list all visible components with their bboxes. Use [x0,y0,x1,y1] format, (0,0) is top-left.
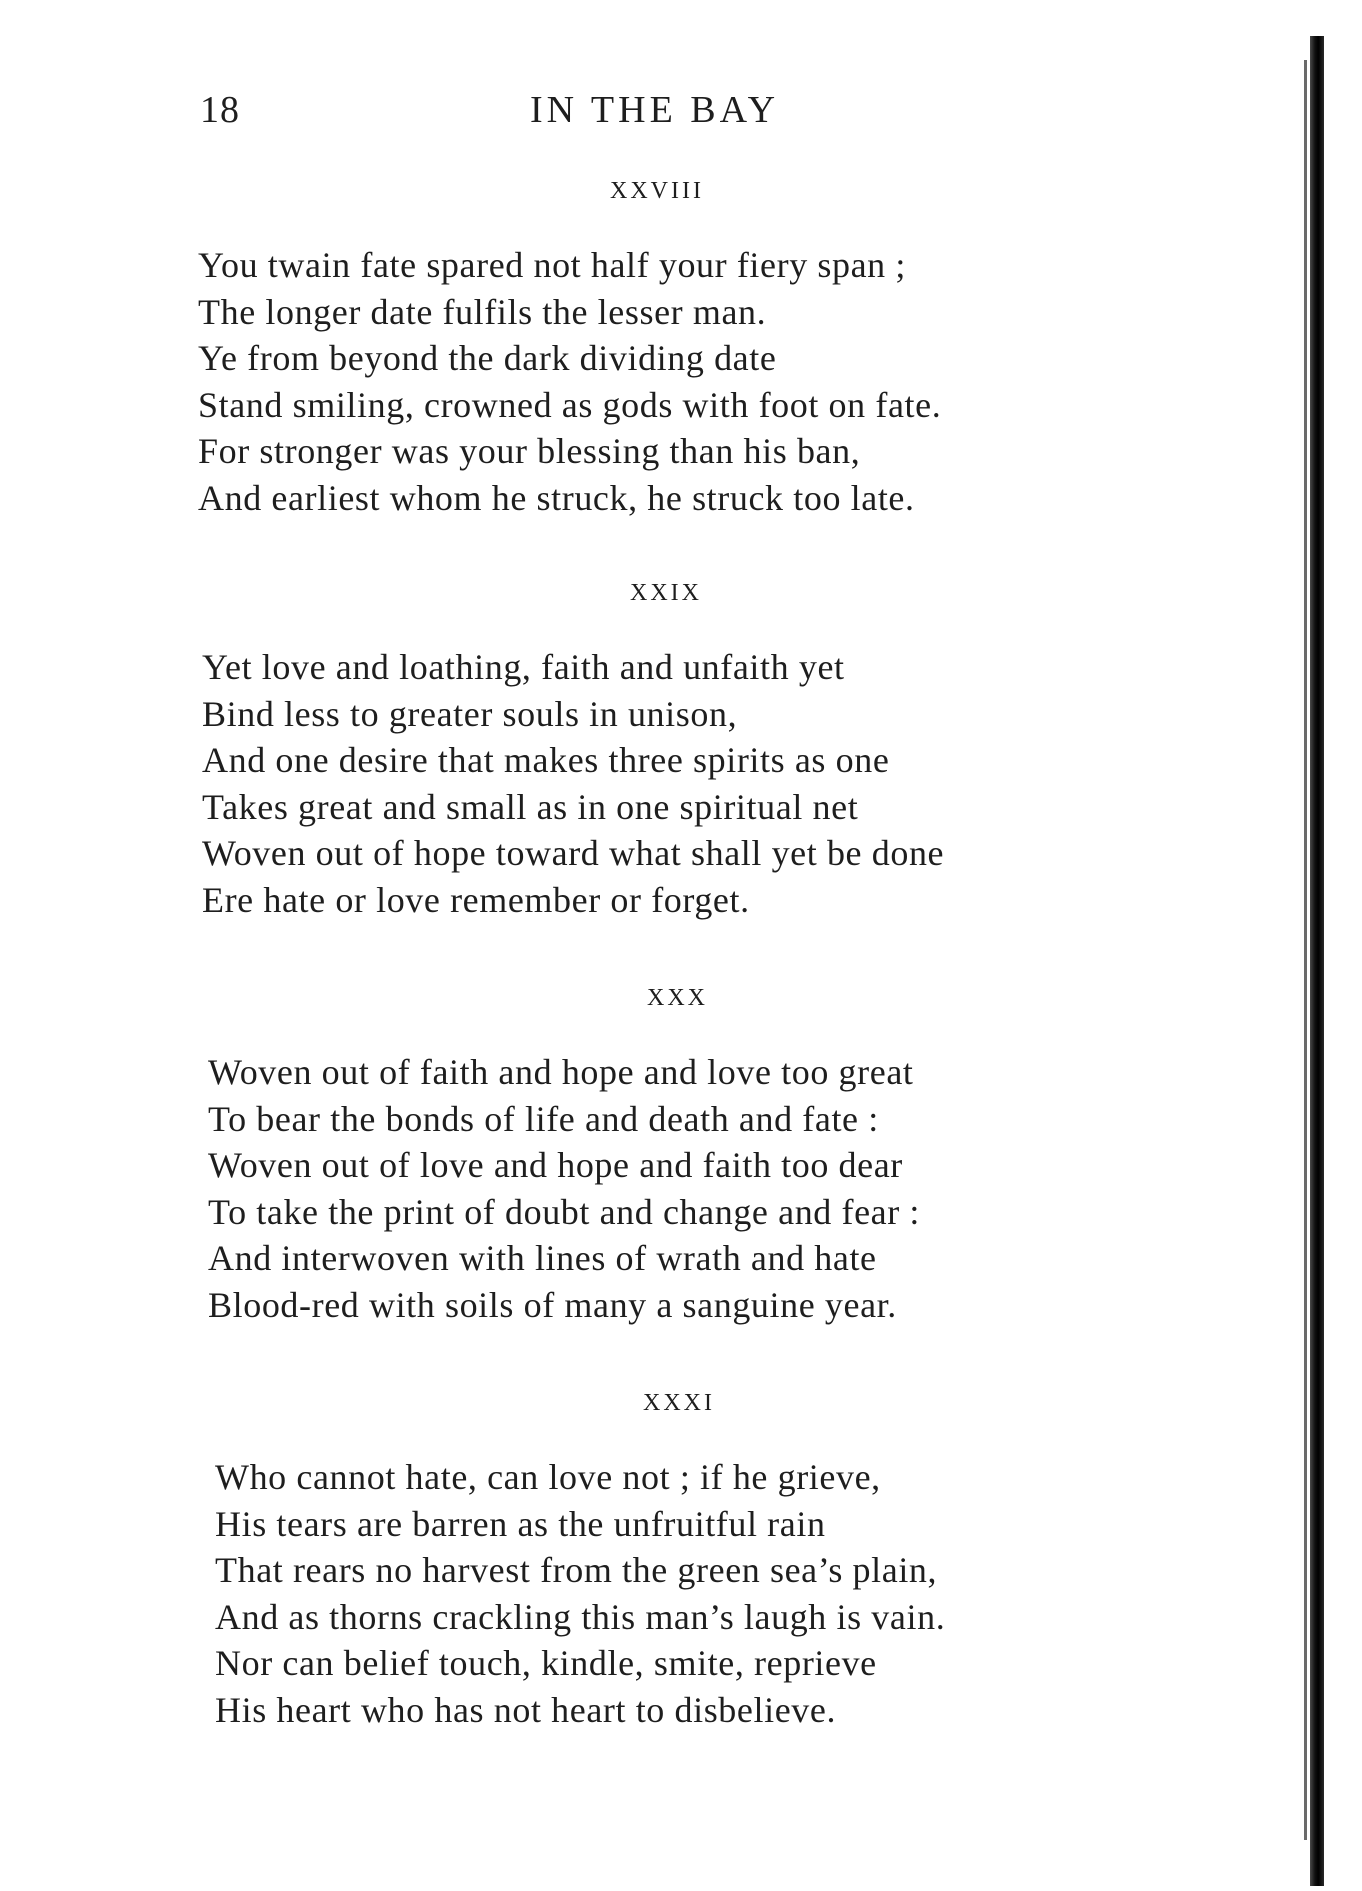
verse-line: Woven out of love and hope and faith too dear [208,1145,903,1185]
verse-line: His heart who has not heart to disbelieve. [215,1689,837,1730]
verse-line: Woven out of faith and hope and love too great [208,1052,914,1092]
verse-line: Blood-red with soils of many a sanguine year. [208,1284,897,1325]
verse-line: Ere hate or love remember or forget. [202,879,750,920]
verse-line: Ye from beyond the dark dividing date [198,338,777,378]
verse-line: To bear the bonds of life and death and fate : [208,1098,879,1139]
verse-line: And interwoven with lines of wrath and hate [208,1238,877,1278]
running-head [0,88,1362,131]
verse-line: Who cannot hate, can love not ; if he grieve, [215,1457,881,1497]
verse-line: For stronger was your blessing than his ban, [198,431,861,471]
verse-line: And one desire that makes three spirits as one [202,740,890,780]
verse-line: Yet love and loathing, faith and unfaith yet [202,647,845,687]
page-number: 18 [200,89,240,131]
stanza-lines [215,1454,945,1733]
stanza-lines [198,242,941,521]
verse-line: You twain fate spared not half your fiery span ; [198,245,906,285]
verse-line: The longer date fulfils the lesser man. [198,291,767,332]
verse-line: Nor can belief touch, kindle, smite, reprieve [215,1643,877,1683]
page-binding-edge [1310,36,1324,1886]
stanza-numeral: XXX [647,985,708,1011]
verse-line: Stand smiling, crowned as gods with foot on fate. [198,384,942,425]
book-title: IN THE BAY [530,89,780,131]
stanza-numeral: XXXI [643,1390,715,1416]
stanza-numeral: XXIX [630,580,702,606]
verse-line: His tears are barren as the unfruitful rain [215,1503,826,1544]
verse-line: Woven out of hope toward what shall yet be done [202,833,945,873]
verse-line: And earliest whom he struck, he struck too late. [198,477,915,518]
verse-line: Bind less to greater souls in unison, [202,693,738,734]
stanza-numeral: XXVIII [610,178,704,204]
verse-line: Takes great and small as in one spiritual net [202,786,859,827]
verse-line: To take the print of doubt and change and fear : [208,1191,921,1232]
stanza-lines [208,1049,920,1328]
verse-line: And as thorns crackling this man’s laugh is vain. [215,1596,946,1637]
page-edge-shadow [1304,60,1307,1840]
stanza-lines [202,644,944,923]
verse-line: That rears no harvest from the green sea’s plain, [215,1550,938,1590]
